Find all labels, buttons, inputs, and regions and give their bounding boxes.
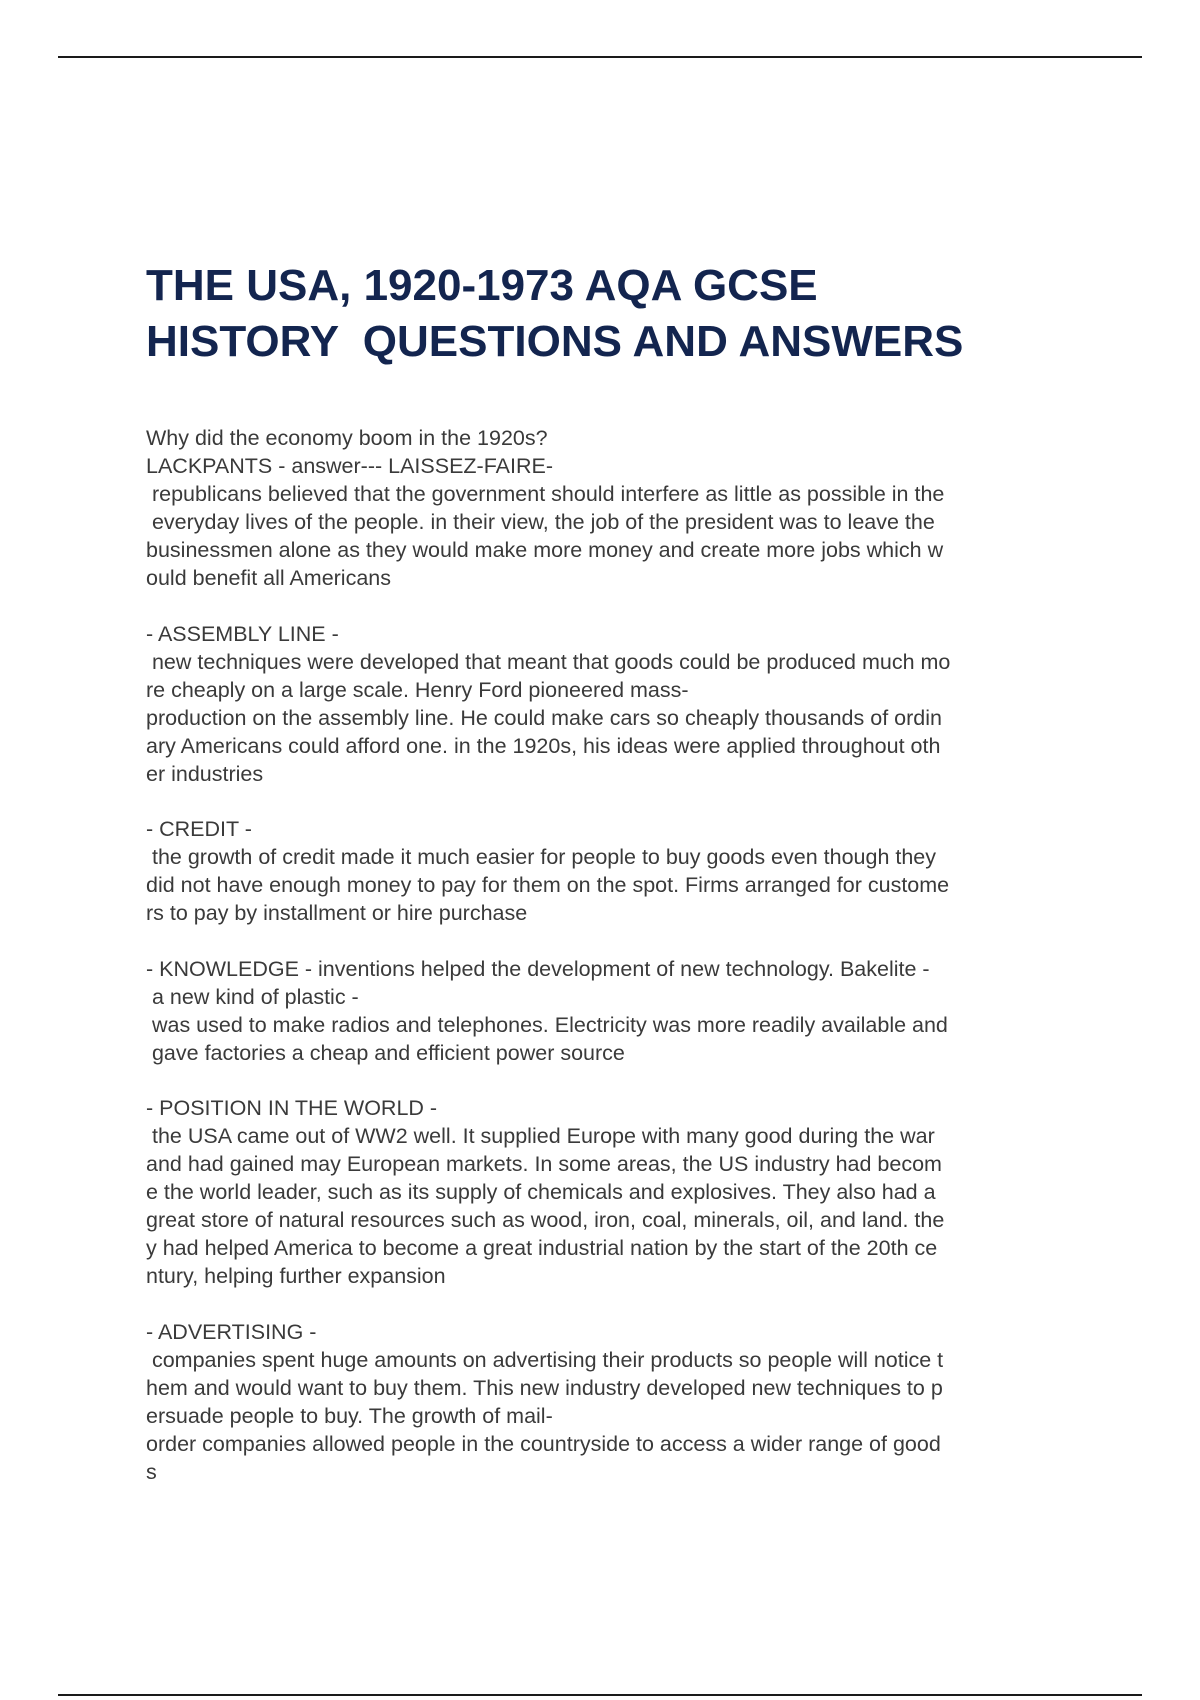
section-line: ersuade people to buy. The growth of mail- bbox=[146, 1403, 553, 1428]
section-line: companies spent huge amounts on advertising their products so people will notice t bbox=[146, 1347, 944, 1372]
section-assembly-line bbox=[146, 620, 1066, 788]
section-line: ntury, helping further expansion bbox=[146, 1264, 446, 1288]
section-line: businessmen alone as they would make more money and create more jobs which w bbox=[146, 538, 944, 562]
paragraph-gap bbox=[146, 788, 1066, 816]
title-line-2: HISTORY QUESTIONS AND ANSWERS bbox=[146, 317, 964, 366]
section-heading: - POSITION IN THE WORLD - bbox=[146, 1096, 438, 1120]
section-line: order companies allowed people in the countryside to access a wider range of good bbox=[146, 1431, 941, 1456]
paragraph-gap bbox=[146, 1290, 1066, 1318]
section-line: y had helped America to become a great industrial nation by the start of the 20th ce bbox=[146, 1236, 938, 1260]
section-line: ould benefit all Americans bbox=[146, 566, 392, 590]
question-heading: Why did the economy boom in the 1920s? bbox=[146, 426, 548, 450]
section-line: s bbox=[146, 1459, 157, 1484]
section-heading: - ADVERTISING - bbox=[146, 1319, 317, 1344]
paragraph-gap bbox=[146, 927, 1066, 955]
section-heading: - CREDIT - bbox=[146, 817, 252, 841]
section-line: ary Americans could afford one. in the 1920s, his ideas were applied throughout oth bbox=[146, 733, 941, 758]
section-line: new techniques were developed that meant that goods could be produced much mo bbox=[146, 649, 951, 674]
section-line: e the world leader, such as its supply of chemicals and explosives. They also had a bbox=[146, 1180, 936, 1204]
document-body bbox=[146, 424, 1066, 1486]
section-knowledge bbox=[146, 955, 1066, 1067]
section-position-in-world bbox=[146, 1094, 1066, 1290]
paragraph-gap bbox=[146, 1067, 1066, 1095]
page-title bbox=[146, 258, 1086, 370]
section-line: er industries bbox=[146, 761, 264, 786]
section-line: re cheaply on a large scale. Henry Ford pioneered mass- bbox=[146, 677, 689, 702]
section-heading: - KNOWLEDGE - inventions helped the development of new technology. Bakelite - bbox=[146, 956, 930, 981]
section-line: a new kind of plastic - bbox=[146, 984, 359, 1009]
section-line: great store of natural resources such as wood, iron, coal, minerals, oil, and land. the bbox=[146, 1208, 945, 1232]
section-line: hem and would want to buy them. This new industry developed new techniques to p bbox=[146, 1375, 943, 1400]
section-line: everyday lives of the people. in their view, the job of the president was to leave the bbox=[146, 510, 935, 534]
top-rule bbox=[58, 56, 1142, 58]
section-line: production on the assembly line. He could make cars so cheaply thousands of ordin bbox=[146, 705, 942, 730]
section-heading: - ASSEMBLY LINE - bbox=[146, 621, 339, 646]
section-line: LACKPANTS - answer--- LAISSEZ-FAIRE- bbox=[146, 454, 553, 478]
section-line: did not have enough money to pay for them on the spot. Firms arranged for custome bbox=[146, 873, 950, 897]
bottom-rule bbox=[58, 1694, 1142, 1696]
section-credit bbox=[146, 815, 1066, 927]
title-line-1: THE USA, 1920-1973 AQA GCSE bbox=[146, 261, 818, 310]
section-line: the USA came out of WW2 well. It supplied Europe with many good during the war bbox=[146, 1124, 935, 1148]
section-line: and had gained may European markets. In some areas, the US industry had becom bbox=[146, 1152, 942, 1176]
section-line: the growth of credit made it much easier for people to buy goods even though they bbox=[146, 845, 937, 869]
paragraph-gap bbox=[146, 592, 1066, 620]
section-line: was used to make radios and telephones. Electricity was more readily available and bbox=[146, 1012, 948, 1037]
section-line: republicans believed that the government should interfere as little as possible in the bbox=[146, 482, 945, 506]
section-advertising bbox=[146, 1318, 1066, 1486]
section-line: rs to pay by installment or hire purchase bbox=[146, 901, 528, 925]
section-laissez-faire bbox=[146, 452, 1066, 592]
section-line: gave factories a cheap and efficient power source bbox=[146, 1040, 625, 1065]
